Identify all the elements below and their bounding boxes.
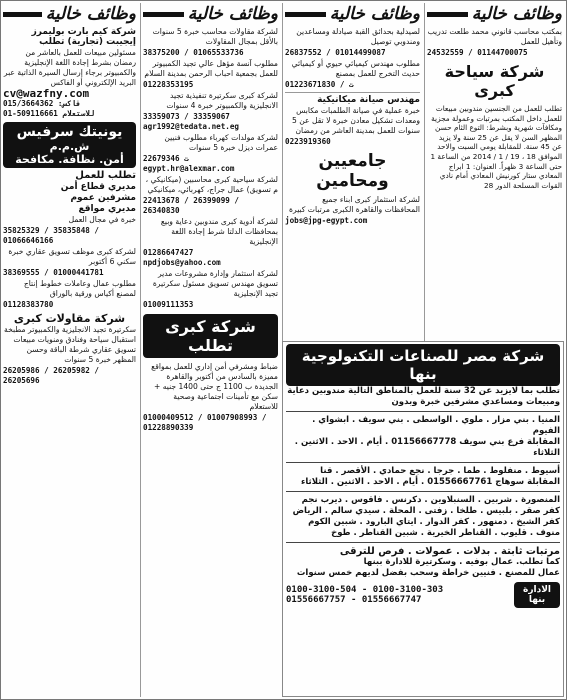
header-rule [285, 12, 326, 17]
ad-phone: 26837552 / 01014499087 [285, 48, 386, 57]
unitek-sub: ش.م.م [49, 140, 90, 153]
ad-phone: 33359073 / 33359067 [143, 112, 230, 121]
unitek-tag: أمن. نظافة. مكافحة [15, 153, 124, 166]
kimpart-phone: 01-509116661 للاستعلام [3, 109, 95, 118]
misr-line: أسيوط . منفلوط . طما . جرجا . نجع حمادي . الأقصر . قنا [320, 466, 560, 476]
ad-phone: 01128383780 [3, 300, 54, 309]
ad-text: مطلوب آنسة مؤهل عالي تجيد الكمبيوتر للعمل بجمعية احباب الرحمن بمدينة السلام [144, 59, 278, 78]
header-title: وظائف خالية [187, 4, 278, 24]
misr-factory: عمال للمصنع . فنيين خراطة وسحب بفضل لديهم خمس سنوات [296, 568, 560, 578]
column-3 [140, 3, 280, 697]
misr-line: منوف . قليوب . القناطر الخيرية . شبين القناطر . طوخ [331, 528, 560, 538]
maint-text: خبرة عملية في صيانة الطلمبات مكابس ومعدات تشكيل معادن خبرة لا تقل عن 5 سنوات للعمل بمدينة العاشر من رمضان [291, 106, 420, 135]
misr-admin-label: الادارة بنها [514, 582, 560, 608]
ad-email: agr1992@tedata.net.eg [143, 122, 240, 131]
ad-text: لشركة مولدات كهرباء مطلوب فنيين عمرات ديزل خبرة 5 سنوات [164, 133, 278, 152]
tourism-text: تطلب للعمل من الجنسين مندوبين مبيعات للعمل داخل المكتب بمرتبات وعمولة مجزية ومكافآت شهرية وبشرط: التوع الثام حسن المظهر السن لا يقل عن 25 سنة ولا يزيد عن 45 سنة. للمقابلة يومي السبت والاحد الموافق 18 ، 19 / 1 / 2014 من الساعة 1 حتى الساعة 3 ظهراً. العنوان: 1 ابراج المعادي ستار كورنيش المعادي أمام نادي القوات المسلحة الدور 28 [430, 104, 562, 190]
kimpart-email: cv@wazfny.com [3, 87, 90, 100]
ad-text: لشركة استثمار وإدارة مشروعات مدير تسويق مهندس تسويق مسئول سكرتيرة تجيد الإنجليزية [152, 269, 278, 298]
kimpart-text: مسئولين مبيعات للعمل بالعاشر من رمضان بشرط إجادة اللغة الإنجليزية والكمبيوتر برجاء إرسال السيرة الذاتية عبر البريد الإلكتروني أو الفاكس [3, 48, 136, 87]
mq-phones: 26205986 / 26205982 / 26205696 [3, 366, 100, 385]
header-title: وظائف خالية [329, 4, 420, 24]
ad-phone: 22679346 ت [143, 154, 189, 163]
mq-text: سكرتيرة تجيد الانجليزية والكمبيوتر مطبخة استقبال سياحة وفنادق ومنويات مبيعات تسويق عقاري شرطة الباقة وحسن المظهر خبرة 5 سنوات [4, 325, 136, 364]
unitek-box [3, 122, 136, 168]
ad-text: لشركة سياحية كبرى محاسبين (ميكانيكي ، م تسويق) عمال جراج، كهربائي، ميكانيكي [145, 175, 278, 194]
misr-line: كفر الشيخ . دمنهور . كفر الدوار . ايتاي البارود . شبين الكوم [308, 517, 560, 527]
kimpart-title: شركة كيم بارت بوليمرز إيجيبت (تجارية) تطلب [31, 27, 136, 47]
misr-phones: 01556667757 - 01556667747 [286, 595, 422, 605]
column-header [285, 3, 420, 25]
maint-title: مهندس صيانة ميكانيكية [317, 95, 420, 105]
ad-phone: 01009111353 [143, 300, 194, 309]
ad-email: egypt.hr@alexmar.com [143, 164, 235, 173]
ad-email: npdjobs@yahoo.com [143, 258, 221, 267]
ad-text: لصيدلية بحدائق القبة صيادلة ومساعدين ومندوبي توصيل [296, 27, 420, 46]
big-company-text: ضباط ومشرفي أمن إداري للعمل بمواقع مميزة بالسادس من أكتوبر والقاهرة الجديدة ب 1100 ج حتى 1400 جنيه + سكن مع تأمينات اجتماعية وصحية للاستعلام [151, 362, 278, 411]
uni-text: لشركة استثمار كبرى ابناء جميع المحافظات والقاهرة الكبرى مرتبات كبيرة [289, 195, 420, 214]
unitek-title: يونيتك سرفيس [16, 124, 123, 140]
unitek-item: مشرفين عموم [70, 193, 136, 203]
column-4 [1, 3, 138, 697]
ad-phone: 22413678 / 26399099 / 26340830 [143, 196, 240, 215]
misr-contact [286, 582, 560, 608]
kimpart-fax: فاكس: 015/3664362 [3, 99, 81, 108]
mq-title: شركة مقاولات كبرى [13, 312, 126, 325]
header-title: وظائف خالية [45, 4, 136, 24]
ad-phone: 24532559 / 01144700075 [427, 48, 528, 57]
misr-phones: 0100-3100-504 - 0100-3100-303 [286, 585, 444, 595]
misr-ad [282, 341, 564, 697]
misr-line: المنصورة . شربين . السنبلاوين . دكرنس . فاقوس . ديرب نجم [301, 495, 560, 505]
ad-text: لشركة مقاولات محاسب خبرة 5 سنوات بالأقل بمجال المقاولات [152, 27, 278, 46]
misr-line: المقابلة فرع بني سويف 01156667778 . أيام . الاحد . الاثنين . الثلاثاء [294, 437, 560, 458]
big-company-title: شركة كبرى تطلب [143, 314, 278, 358]
unitek-req: تطلب للعمل [75, 170, 136, 181]
unitek-phones: 35825329 / 35835848 / 01066646166 [3, 226, 100, 245]
column-header [143, 3, 278, 25]
uni-email: jobs@jpg-egypt.com [285, 216, 368, 225]
misr-line: المقابلة سوهاج 01556667761 . أيام . الاحد . الاثنين . الثلاثاء [301, 477, 560, 487]
misr-line: كفر صقر . بلبيس . طلخا . زفتى . المحلة . سيدي سالم . الرياض [292, 506, 560, 516]
big-company-phones: 01000409512 / 01007908993 / 01228890339 [143, 413, 267, 432]
ad-text: بمكتب محاسب قانوني محمد طلعت تدريب وتأهيل للعمل [427, 27, 562, 46]
header-rule [143, 12, 184, 17]
ad-text: لشركة كبرى سكرتيرة تنفيذية تجيد الانجليزية والكمبيوتر خبرة 4 سنوات [166, 91, 278, 110]
ad-text: لشركة كبرى موظف تسويق عقاري خبرة سكني 6 أكتوبر [8, 247, 136, 266]
ad-phone: 01223671830 / ت [285, 80, 354, 89]
column-header [3, 3, 136, 25]
header-rule [3, 12, 42, 17]
header-rule [427, 12, 468, 17]
ad-text: لشركة أدوية كبرى مندوبين دعاية وبيع بمحافظات الدلتا شرط إجادة اللغة الإنجليزية [160, 217, 278, 246]
column-header [427, 3, 562, 25]
misr-intro: تطلب بما لايزيد عن 32 سنة للعمل بالمناطق التالية مندوبين دعاية ومبيعات ومساعدي مشرفين خبرة وبدون [287, 386, 560, 407]
misr-title: شركة مصر للصناعات التكنولوجية بنها [286, 344, 560, 386]
uni-title: جامعيين ومحامين [316, 151, 389, 191]
ad-phone: 38375200 / 01065533736 [143, 48, 244, 57]
unitek-item: مديري قطاع أمن [60, 182, 136, 192]
unitek-note: خبرة في مجال العمل [68, 215, 136, 224]
misr-line: المنيا . بني مزار . ملوي . الواسطى . بني سويف . ابشواي . الفيوم [312, 415, 560, 436]
tourism-title: شركة سياحة كبرى [444, 62, 545, 100]
ad-phone: 01286647427 [143, 248, 194, 257]
unitek-item: مديري مواقع [78, 204, 136, 214]
maint-phone: 0223919360 [285, 137, 331, 146]
ad-phone: 01228353195 [143, 80, 194, 89]
ad-text: مطلوب عمال وعاملات خطوط إنتاج لمصنع أكياس ورقية بالوراق [23, 279, 136, 298]
header-title: وظائف خالية [471, 4, 562, 24]
ad-text: مطلوب مهندس كيميائي حيوي أو كيميائي حديث التخرج للعمل بمصنع [291, 59, 420, 78]
misr-also: كما تطلب. عمال بوفيه . وسكرتيرة للادارة ببنها [363, 557, 560, 567]
ad-phone: 38369555 / 01000441781 [3, 268, 104, 277]
misr-promo: مرتبات ثابتة . بدلات . عمولات . فرص للترقى [339, 546, 560, 557]
